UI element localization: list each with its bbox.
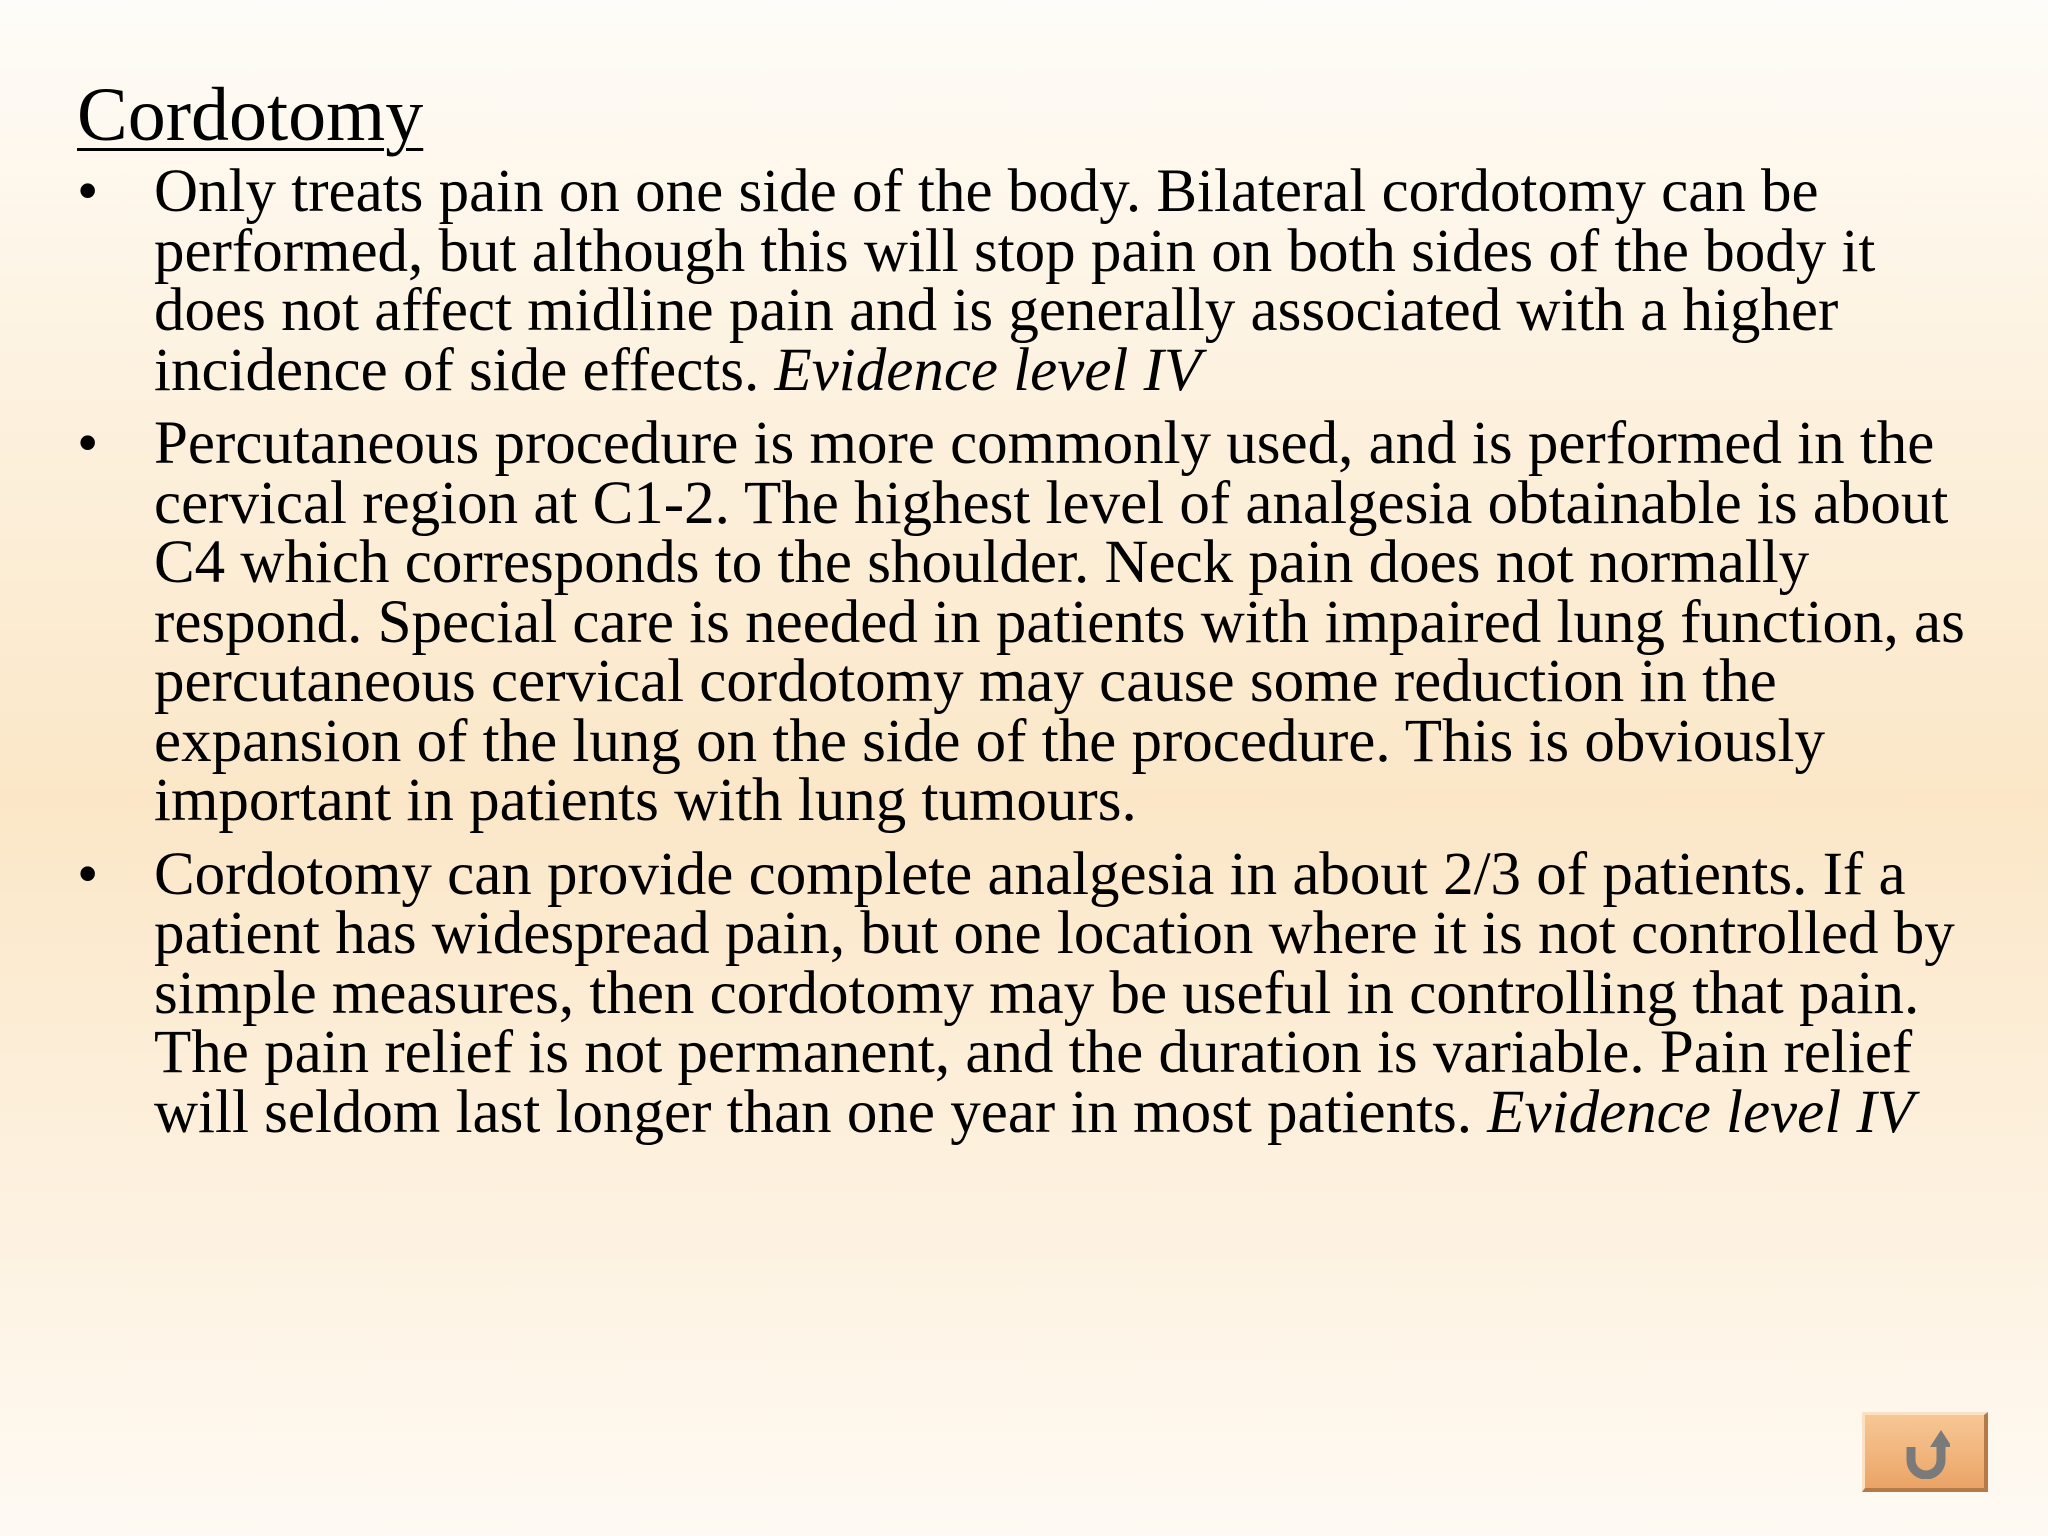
return-button[interactable] — [1862, 1412, 1988, 1492]
bullet-body: Percutaneous procedure is more commonly used, and is performed in the cervical region at C1-2. The highest level of analgesia obtainable is about C4 which corresponds to the shoulder. Neck pain does not normally respond. Special care is needed in patients with impaired lung function, as percutaneous cervical cordotomy may cause some reduction in the expansion of the lung on the side of the procedure. This is obviously important in patients with lung tumours. — [154, 410, 1965, 834]
return-arrow-icon — [1902, 1427, 1950, 1479]
slide-title: Cordotomy — [77, 73, 424, 157]
bullet-text — [154, 840, 1977, 1146]
evidence-level: Evidence level IV — [774, 336, 1202, 404]
bullet-marker: • — [77, 840, 99, 908]
bullet-marker: • — [77, 158, 99, 225]
bullet-body: Only treats pain on one side of the body. Bilateral cordotomy can be performed, but although this will stop pain on both sides of the body it does not affect midline pain and is generally associated with a higher incidence of side effects. — [154, 158, 1876, 404]
bullet-item — [77, 158, 1977, 404]
bullet-body: Cordotomy can provide complete analgesia in about 2/3 of patients. If a patient has widespread pain, but one location where it is not controlled by simple measures, then cordotomy may be useful in controlling that pain. The pain relief is not permanent, and the duration is variable. Pain relief will seldom last longer than one year in most patients. — [154, 840, 1955, 1146]
bullet-list — [77, 158, 1977, 1156]
bullet-text — [154, 158, 1977, 404]
bullet-marker: • — [77, 410, 99, 477]
bullet-item — [77, 840, 1977, 1146]
bullet-text — [154, 410, 1977, 834]
bullet-item — [77, 410, 1977, 834]
evidence-level: Evidence level IV — [1487, 1078, 1914, 1146]
